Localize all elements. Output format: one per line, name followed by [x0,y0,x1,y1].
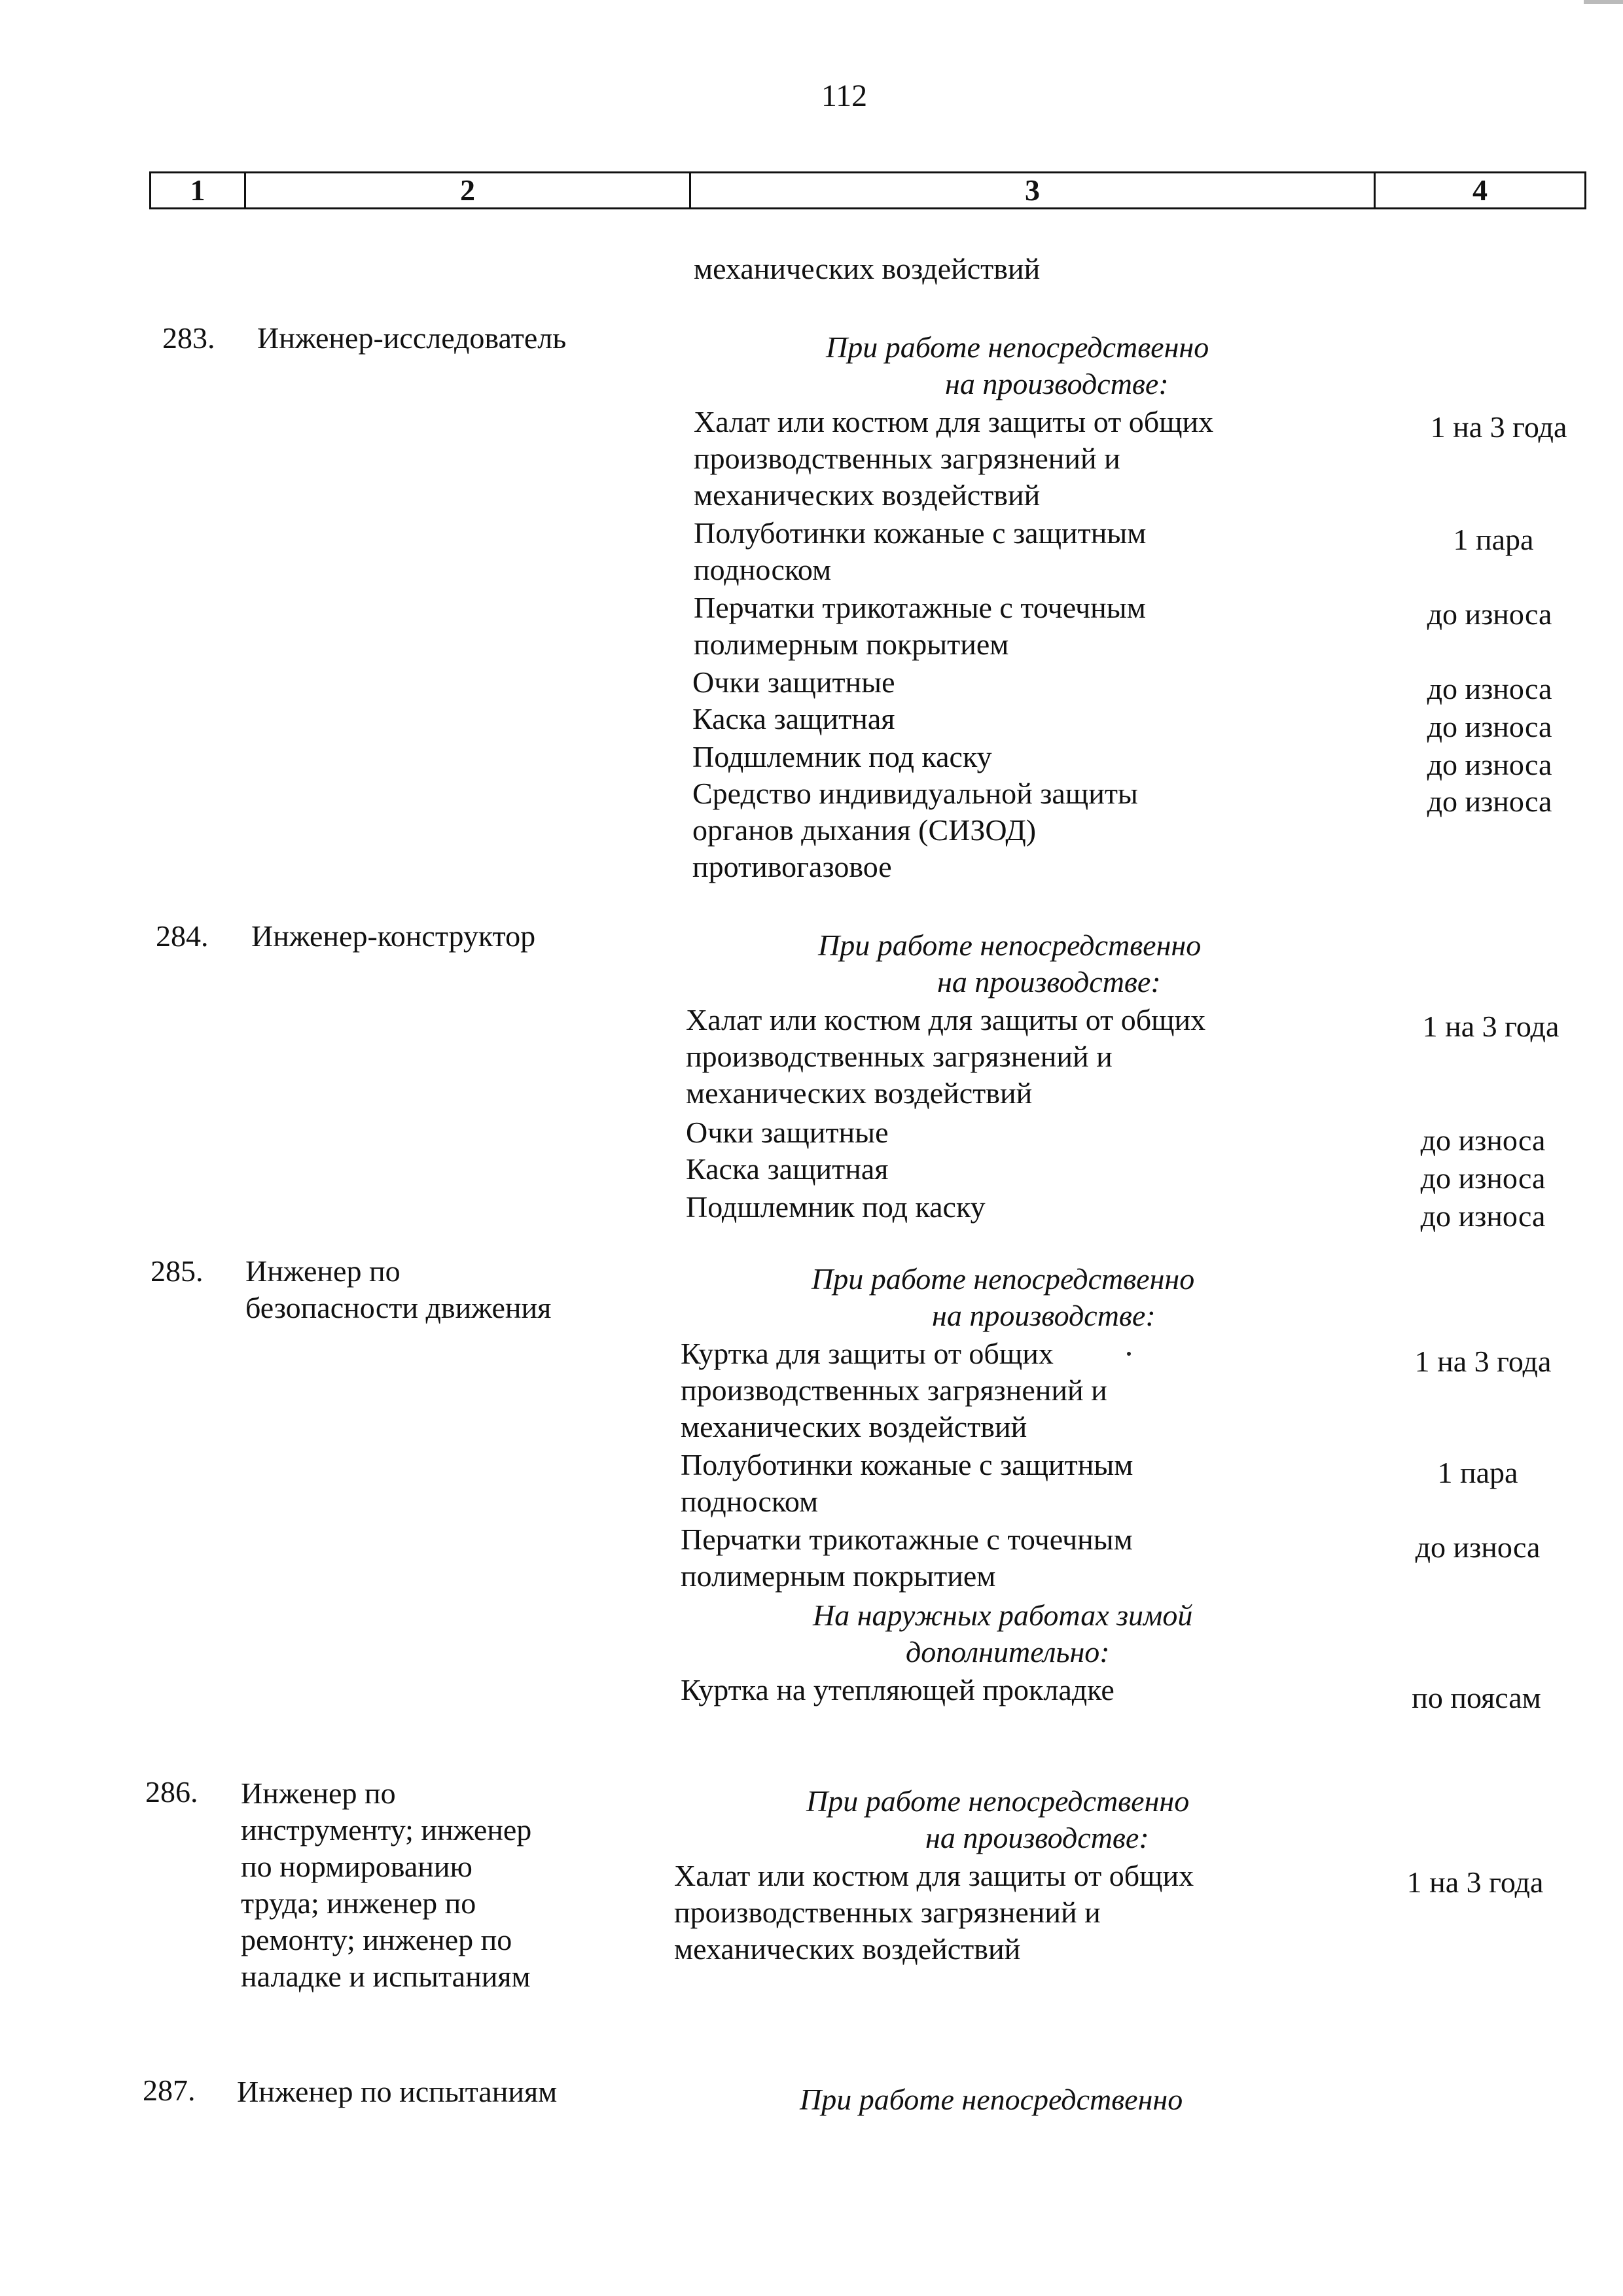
condition-line: на производстве: [937,965,1161,998]
scan-dot [1127,1352,1131,1356]
item-line: органов дыхания (СИЗОД) [692,813,1037,847]
entry-number: 283. [162,321,215,355]
item-line: производственных загрязнений и [674,1896,1101,1929]
entry-title: Инженер-конструктор [251,919,536,953]
entry-title-line: ремонту; инженер по [241,1923,512,1956]
condition-line: дополнительно: [906,1635,1110,1669]
item-line: полимерным покрытием [694,627,1009,661]
condition-line: на производстве: [932,1299,1156,1332]
item-norm: до износа [1427,597,1552,631]
scan-corner-mark [1584,0,1623,4]
item-line: Подшлемник под каску [692,740,992,773]
entry-title-line: по нормированию [241,1850,473,1883]
header-col-1: 1 [151,173,246,207]
item-line: Халат или костюм для защиты от общих [686,1003,1206,1036]
condition-line: При работе непосредственно [826,330,1209,364]
item-line: Куртка для защиты от общих [681,1337,1054,1370]
entry-number: 287. [143,2074,196,2107]
item-line: подноском [681,1485,819,1518]
condition-line: При работе непосредственно [806,1784,1190,1818]
continuation-line: механических воздействий [694,252,1041,285]
item-norm: до износа [1420,1161,1546,1195]
item-line: Средство индивидуальной защиты [692,777,1138,810]
item-norm: 1 пара [1437,1456,1518,1489]
item-line: Полуботинки кожаные с защитным [681,1448,1133,1481]
item-line: Куртка на утепляющей прокладке [681,1673,1115,1706]
table-header [149,171,1586,209]
item-line: полимерным покрытием [681,1559,996,1593]
item-line: производственных загрязнений и [694,442,1120,475]
header-col-4: 4 [1472,173,1488,207]
item-line: механических воздействий [674,1932,1021,1966]
entry-title: Инженер по испытаниям [237,2075,558,2108]
condition-line: На наружных работах зимой [813,1598,1193,1632]
item-line: Каска защитная [686,1152,889,1186]
entry-number: 284. [156,919,209,953]
item-line: Подшлемник под каску [686,1190,986,1224]
item-norm: 1 на 3 года [1430,410,1567,444]
item-norm: до износа [1420,1199,1546,1233]
entry-title-line: Инженер по [245,1254,401,1288]
condition-line: на производстве: [925,1821,1149,1854]
item-norm: до износа [1420,1123,1546,1157]
condition-line: При работе непосредственно [812,1262,1195,1296]
item-norm: до износа [1427,672,1552,705]
entry-title: Инженер-исследователь [257,321,567,355]
item-line: Очки защитные [686,1116,889,1149]
entry-title-line: наладке и испытаниям [241,1960,531,1993]
item-norm: 1 на 3 года [1422,1010,1560,1043]
item-line: Халат или костюм для защиты от общих [694,405,1214,438]
item-line: Каска защитная [692,702,895,735]
entry-title-line: Инженер по [241,1776,396,1810]
page-number: 112 [821,79,868,113]
entry-title-line: труда; инженер по [241,1886,476,1920]
item-norm: до износа [1415,1530,1541,1564]
item-line: механических воздействий [694,478,1041,512]
item-line: Халат или костюм для защиты от общих [674,1859,1194,1892]
header-col-3: 3 [691,173,1376,207]
item-norm: по поясам [1412,1681,1541,1714]
item-norm: 1 пара [1453,523,1534,556]
item-line: Перчатки трикотажные с точечным [694,591,1146,624]
header-col-2: 2 [246,173,691,207]
item-line: Перчатки трикотажные с точечным [681,1523,1133,1556]
item-line: противогазовое [692,850,892,883]
item-norm: до износа [1427,710,1552,743]
condition-line: При работе непосредственно [800,2083,1183,2116]
entry-number: 286. [145,1775,198,1809]
item-line: механических воздействий [681,1410,1027,1443]
item-line: производственных загрязнений и [681,1373,1107,1407]
entry-number: 285. [151,1254,204,1288]
item-norm: до износа [1427,748,1552,781]
item-norm: до износа [1427,785,1552,818]
item-norm: 1 на 3 года [1406,1865,1544,1899]
item-line: Очки защитные [692,665,895,699]
condition-line: При работе непосредственно [818,928,1202,962]
entry-title-line: безопасности движения [245,1291,552,1324]
entry-title-line: инструменту; инженер [241,1813,532,1846]
item-line: механических воздействий [686,1076,1033,1110]
item-line: подноском [694,553,832,586]
item-line: Полуботинки кожаные с защитным [694,516,1147,550]
condition-line: на производстве: [945,367,1169,400]
item-line: производственных загрязнений и [686,1040,1113,1073]
item-norm: 1 на 3 года [1414,1345,1552,1378]
